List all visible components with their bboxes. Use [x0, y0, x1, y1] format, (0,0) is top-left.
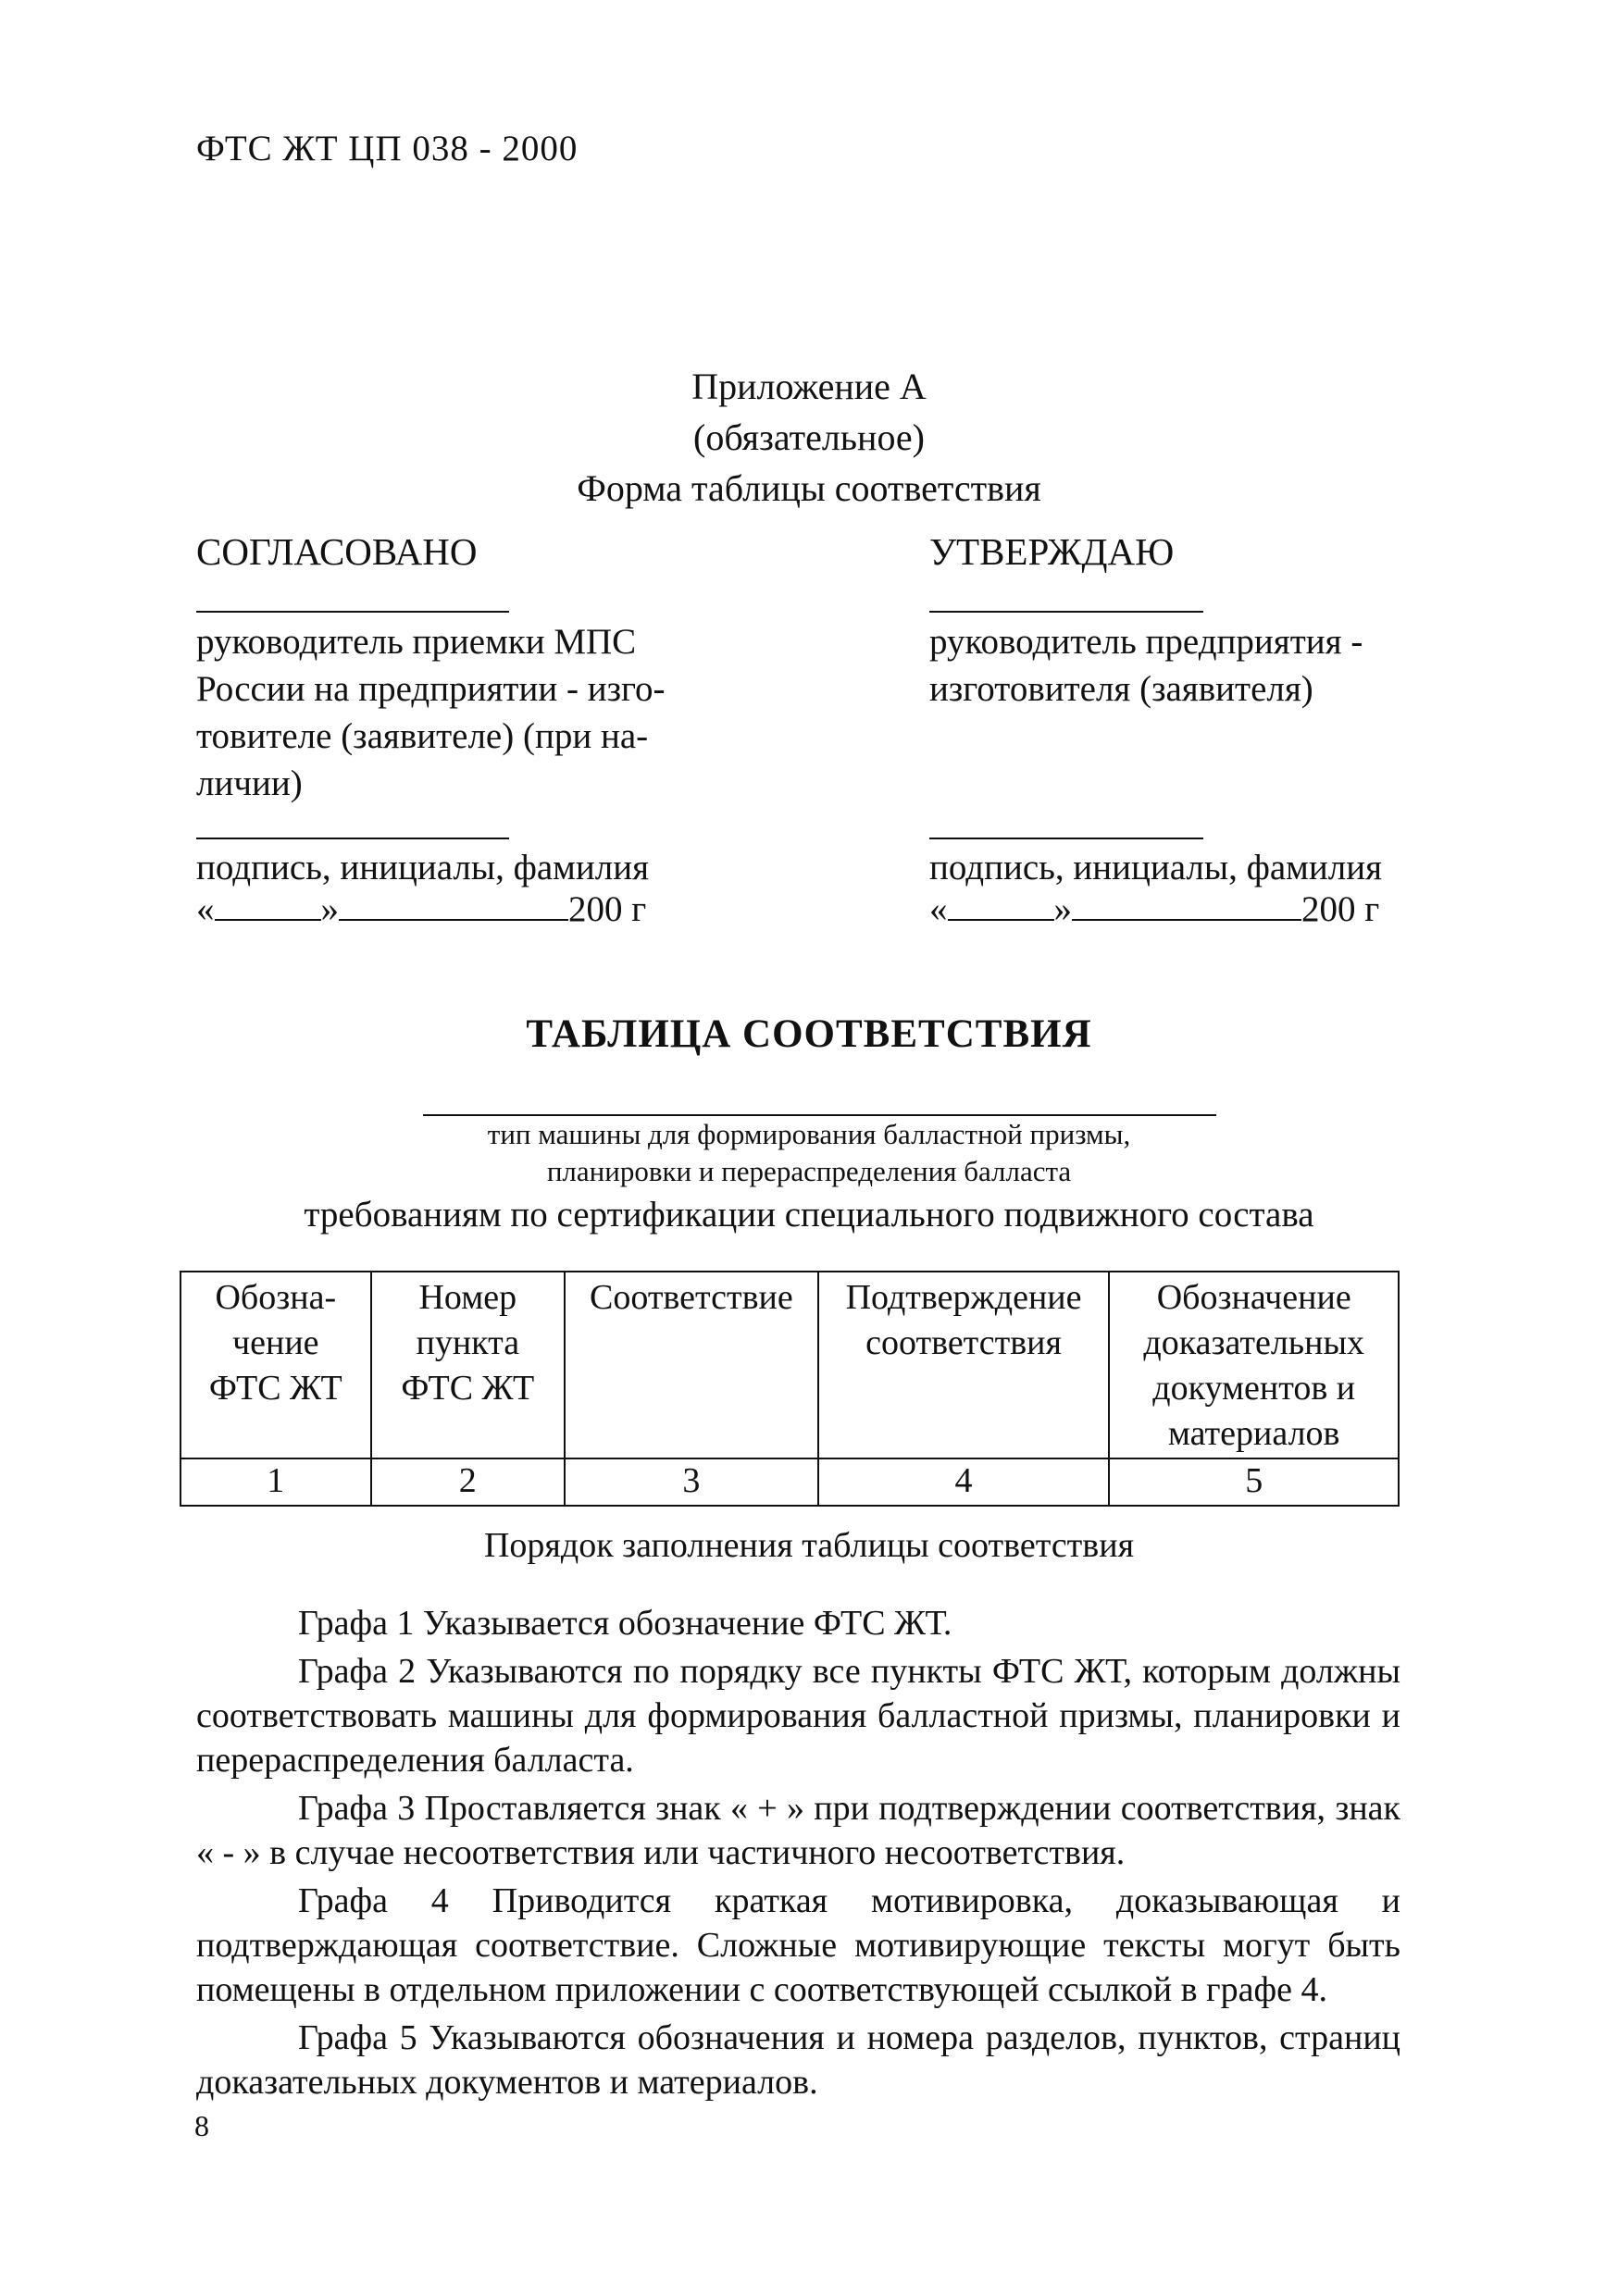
header-text: пункта: [416, 1323, 520, 1362]
procedure-paragraph: Графа 4 Приводится краткая мотивировка, доказывающая и подтверждающая соответствие. Сложные мотивирующие тексты могут быть помещены в отдельном приложении с соответствующей ссылкой в графе 4.: [196, 1881, 1400, 2009]
right-role-text: [929, 618, 1363, 713]
right-year: 200 г: [1301, 889, 1380, 929]
left-day-blank: [215, 891, 321, 921]
procedure-paragraph: Графа 1 Указывается обозначение ФТС ЖТ.: [298, 1604, 952, 1643]
right-approval-line: [929, 611, 1203, 613]
header-text: ФТС ЖТ: [208, 1369, 342, 1408]
approve-heading: УТВЕРЖДАЮ: [929, 530, 1175, 573]
header-text: Обозна-: [215, 1278, 337, 1317]
subtitle-line: тип машины для формирования балластной призмы,: [487, 1118, 1131, 1150]
form-title: Форма таблицы соответствия: [577, 467, 1041, 509]
left-role-text: [196, 618, 666, 807]
right-signature-line: [929, 838, 1203, 839]
appendix-title: Приложение А: [691, 366, 927, 407]
header-text: Соответствие: [589, 1278, 793, 1317]
column-number-cell: 5: [1109, 1458, 1399, 1506]
conformity-table: [180, 1271, 1400, 1507]
procedure-body: [196, 1601, 1400, 2108]
column-number-cell: 2: [371, 1458, 565, 1506]
right-date-close-quote: »: [1053, 889, 1072, 929]
column-number-cell: 1: [180, 1458, 371, 1506]
right-date-open-quote: «: [929, 889, 948, 929]
right-month-blank: [1072, 891, 1301, 921]
header-text: чение: [232, 1323, 319, 1362]
header-text: документов и: [1152, 1369, 1356, 1408]
left-signature-line: [196, 838, 509, 839]
agreed-heading: СОГЛАСОВАНО: [196, 530, 478, 573]
header-text: соответствия: [865, 1323, 1062, 1362]
left-date-close-quote: »: [320, 889, 339, 929]
subtitle-line: планировки и перераспределения балласта: [546, 1155, 1072, 1187]
conformity-table-title: ТАБЛИЦА СООТВЕТСТВИЯ: [526, 1012, 1092, 1056]
header-text: Номер: [418, 1278, 517, 1317]
page-number: 8: [194, 2109, 209, 2142]
column-number-cell: 3: [565, 1458, 818, 1506]
header-text: ФТС ЖТ: [401, 1369, 535, 1408]
left-role-line: России на предприятии - изго-: [196, 669, 666, 709]
header-cell-designation: [180, 1272, 371, 1458]
left-role-line: личии): [196, 763, 303, 803]
header-cell-confirmation: [818, 1272, 1110, 1458]
requirement-line: требованиям по сертификации специального подвижного состава: [304, 1195, 1314, 1235]
left-year: 200 г: [568, 889, 647, 929]
document-code: ФТС ЖТ ЦП 038 - 2000: [196, 129, 579, 168]
header-text: доказательных: [1143, 1323, 1364, 1362]
left-date-row: [196, 888, 646, 930]
column-number-cell: 4: [818, 1458, 1110, 1506]
right-signature-caption: подпись, инициалы, фамилия: [929, 848, 1383, 887]
right-date-row: [929, 888, 1379, 930]
left-month-blank: [339, 891, 568, 921]
procedure-title: Порядок заполнения таблицы соответствия: [483, 1526, 1135, 1565]
header-text: материалов: [1167, 1414, 1340, 1453]
left-signature-caption: подпись, инициалы, фамилия: [196, 848, 650, 887]
left-date-open-quote: «: [196, 889, 215, 929]
procedure-paragraph: Графа 2 Указываются по порядку все пункты ФТС ЖТ, которым должны соответствовать машины для формирования балластной призмы, планировки и перераспределения балласта.: [196, 1652, 1400, 1780]
left-role-line: руководитель приемки МПС: [196, 622, 637, 662]
procedure-paragraph: Графа 3 Проставляется знак « + » при подтверждении соответствия, знак « - » в случае несоответствия или частичного несоответствия.: [196, 1789, 1400, 1872]
right-role-line: руководитель предприятия -: [929, 622, 1363, 662]
appendix-status: (обязательное): [693, 416, 925, 458]
right-role-line: изготовителя (заявителя): [929, 669, 1313, 709]
header-text: Подтверждение: [845, 1278, 1082, 1317]
left-role-line: товителе (заявителе) (при на-: [196, 716, 649, 756]
header-cell-item-number: [371, 1272, 565, 1458]
header-cell-conformity: [565, 1272, 818, 1458]
procedure-paragraph: Графа 5 Указываются обозначения и номера разделов, пунктов, страниц доказательных документов и материалов.: [196, 2018, 1400, 2102]
header-cell-evidence-documents: [1109, 1272, 1399, 1458]
machine-type-line: [423, 1114, 1216, 1116]
table-number-row: [180, 1458, 1399, 1506]
table-header-row: [180, 1272, 1399, 1458]
header-text: Обозначение: [1156, 1278, 1351, 1317]
right-day-blank: [948, 891, 1054, 921]
left-approval-line: [196, 611, 509, 613]
